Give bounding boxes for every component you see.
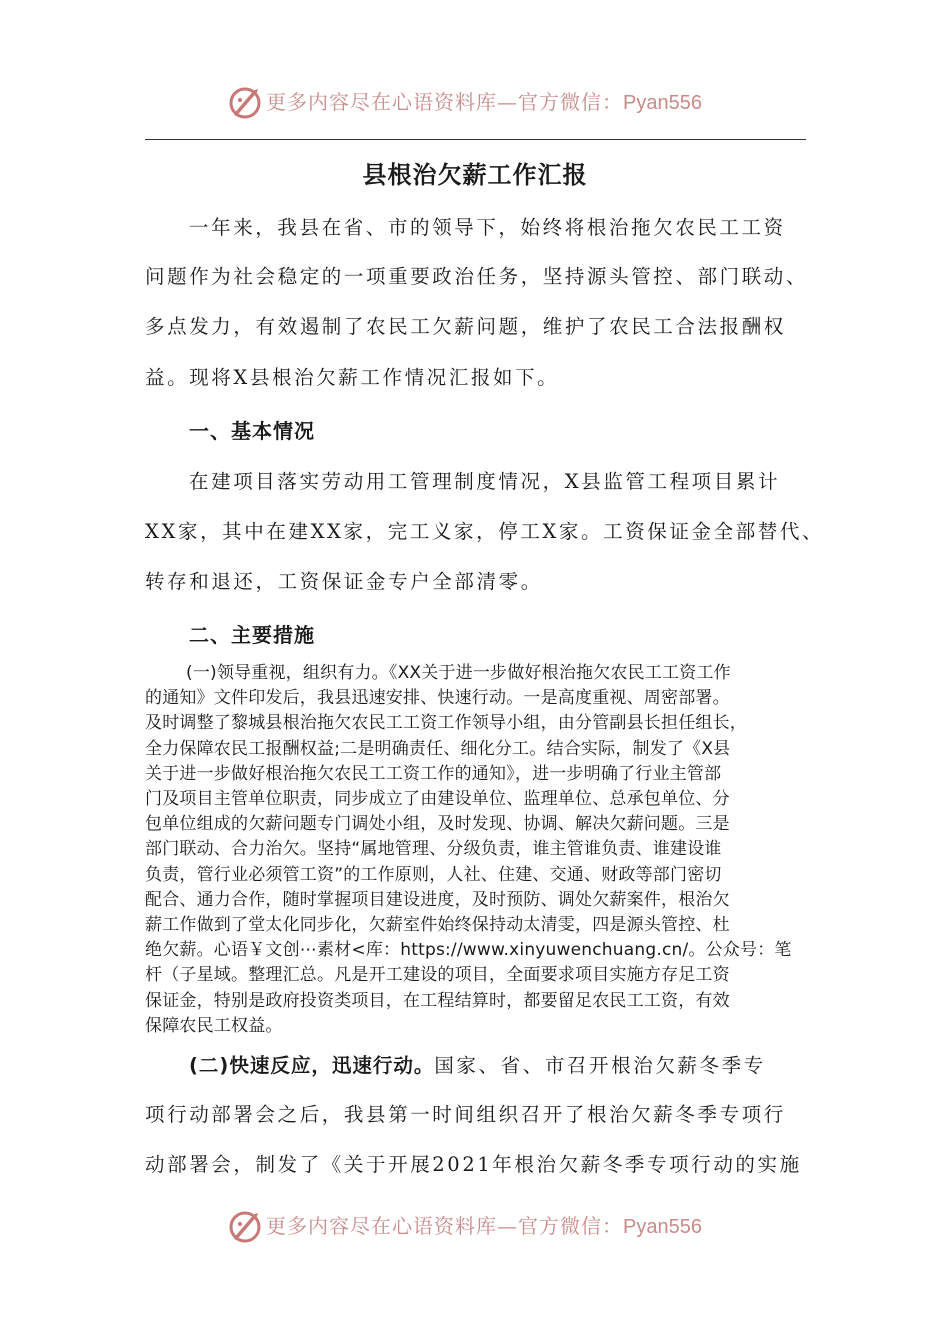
dense-line: 保障农民工权益。 (145, 1015, 283, 1036)
footer-banner (0, 1206, 950, 1246)
dense-line: 保证金，特别是政府投资类项目，在工程结算时，都要留足农民工工资，有效 (145, 990, 730, 1011)
pen-logo-icon (228, 86, 262, 120)
banner-text: 更多内容尽在心语资料库—官方微信：Pyan556 (266, 1214, 702, 1238)
dense-line: 绝欠薪。心语￥文创⋯素材<库：https://www.xinyuwenchuang.cn/。公众号：笔 (145, 940, 792, 961)
wechat-id: Pyan556 (623, 92, 702, 114)
header-banner (0, 82, 950, 122)
intro-line: 多点发力，有效遏制了农民工欠薪问题，维护了农民工合法报酬权 (145, 315, 786, 338)
banner-text: 更多内容尽在心语资料库—官方微信：Pyan556 (266, 90, 702, 114)
measures-paragraph (145, 661, 815, 1039)
subsection2-lead: (二)快速反应，迅速行动。 (189, 1054, 435, 1077)
dense-line: 包单位组成的欠薪问题专门调处小组，及时发现、协调、解决欠薪问题。三是 (145, 814, 730, 835)
dense-line: 部门联动、合力治欠。坚持“属地管理、分级负责，谁主管谁负责、谁建设谁 (145, 839, 722, 860)
section-heading-basic: 一、基本情况 (189, 419, 315, 443)
section-heading-measures: 二、主要措施 (189, 623, 315, 647)
intro-line: 一年来，我县在省、市的领导下，始终将根治拖欠农民工工资 (189, 216, 786, 239)
dense-line: 全力保障农民工报酬权益;二是明确责任、细化分工。结合实际，制发了《X县 (145, 738, 731, 759)
dense-line: 负责，管行业必须管工资”的工作原则，人社、住建、交通、财政等部门密切 (145, 864, 722, 885)
dense-line: 的通知》文件印发后，我县迅速安排、快速行动。一是高度重视、周密部署。 (145, 688, 730, 709)
dense-line: 配合、通力合作，随时掌握项目建设进度，及时预防、调处欠薪案件，根治欠 (145, 889, 730, 910)
dense-line: 薪工作做到了堂太化同步化，欠薪室件始终保持动太清雯，四是源头管控、杜 (145, 915, 730, 936)
dense-line: 及时调整了黎城县根治拖欠农民工工资工作领导小组，由分管副县长担任组长， (145, 713, 747, 734)
subsection2-line: 项行动部署会之后，我县第一时间组织召开了根治欠薪冬季专项行 (145, 1103, 786, 1126)
intro-line: 益。现将X县根治欠薪工作情况汇报如下。 (145, 366, 560, 389)
section1-line: XX家，其中在建XX家，完工义家，停工X家。工资保证金全部替代、 (145, 520, 825, 543)
document-title: 县根治欠薪工作汇报 (362, 160, 588, 189)
dense-line: (一)领导重视，组织有力。《XX关于进一步做好根治拖欠农民工工资工作 (186, 663, 731, 683)
wechat-id: Pyan556 (623, 1216, 702, 1238)
subsection2-line: (二)快速反应，迅速行动。国家、省、市召开根治欠薪冬季专 (189, 1054, 766, 1077)
dense-line: 门及项目主管单位职责，同步成立了由建设单位、监理单位、总承包单位、分 (145, 789, 730, 810)
header-divider (145, 139, 806, 140)
dense-line: 杆（子星域。整理汇总。凡是开工建设的项目，全面要求项目实施方存足工资 (145, 965, 730, 986)
intro-line: 问题作为社会稳定的一项重要政治任务，坚持源头管控、部门联动、 (145, 265, 809, 288)
subsection2-line: 动部署会，制发了《关于开展2021年根治欠薪冬季专项行动的实施 (145, 1153, 802, 1176)
section1-line: 转存和退还，工资保证金专户全部清零。 (145, 570, 543, 593)
pen-logo-icon (228, 1210, 262, 1244)
section1-line: 在建项目落实劳动用工管理制度情况，X县监管工程项目累计 (189, 470, 781, 493)
dense-line: 关于进一步做好根治拖欠农民工工资工作的通知》，进一步明确了行业主管部 (145, 763, 722, 784)
